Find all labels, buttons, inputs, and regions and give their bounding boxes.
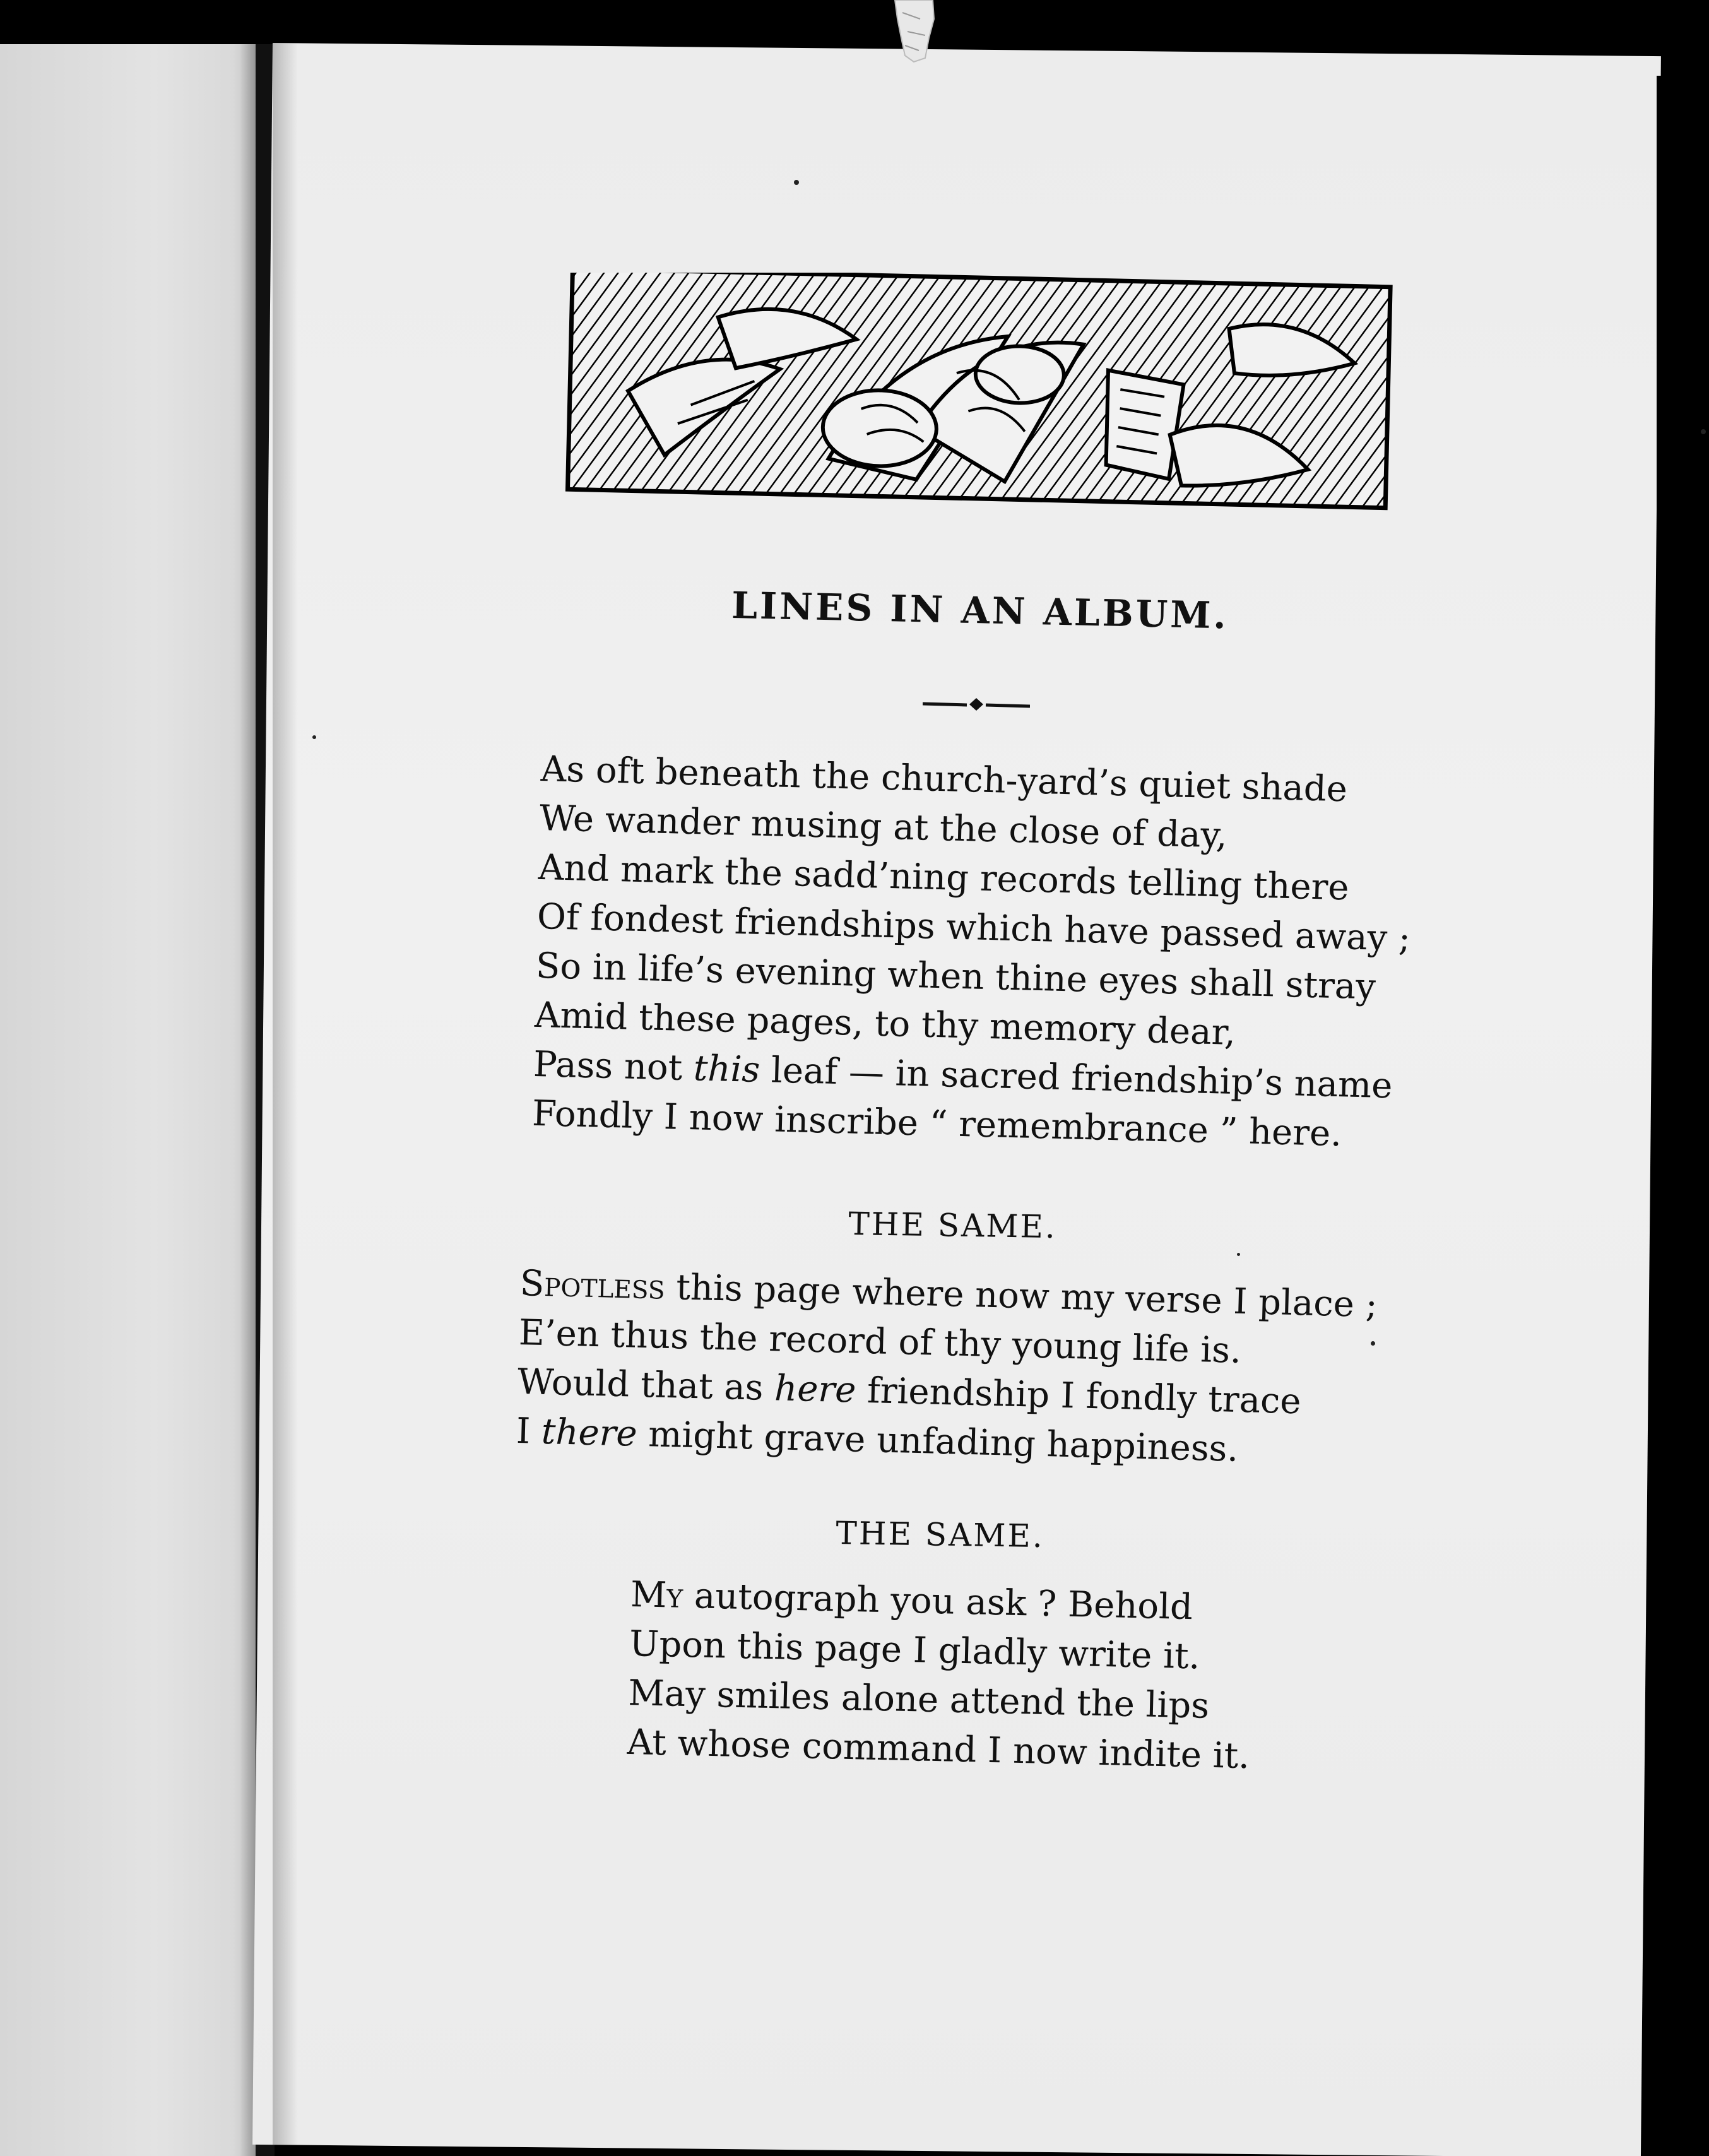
poem-line-text: I bbox=[516, 1410, 542, 1452]
poem-line-text: here bbox=[774, 1368, 857, 1411]
poem-line-text: So in life’s evening when thine eyes shall stray bbox=[535, 945, 1376, 1008]
poem-line-text: there bbox=[541, 1411, 638, 1455]
scan-top-border bbox=[0, 0, 1709, 44]
poem-line-text: Of fondest friendships which have passed away ; bbox=[536, 896, 1411, 959]
poem-line-text: We wander musing at the close of day, bbox=[539, 797, 1228, 856]
poem-line-text: My bbox=[630, 1573, 683, 1616]
poem-line-text: might grave unfading happiness. bbox=[636, 1413, 1239, 1470]
poem-line-text: Upon this page I gladly write it. bbox=[629, 1623, 1201, 1678]
poem-line-text: friendship I fondly trace bbox=[855, 1370, 1302, 1423]
poem-heading-3: THE SAME. bbox=[836, 1515, 1045, 1555]
facing-page-left bbox=[0, 42, 259, 2156]
poem-line-text: May smiles alone attend the lips bbox=[627, 1672, 1210, 1727]
torn-paper-icon bbox=[889, 0, 939, 63]
poem-line-text: Fondly I now inscribe “ remembrance ” here. bbox=[531, 1093, 1342, 1155]
scan-right-border bbox=[1657, 76, 1709, 2156]
poem-line-text: leaf — in sacred friendship’s name bbox=[759, 1049, 1393, 1107]
poem-line-text: E’en thus the record of thy young life is. bbox=[518, 1312, 1242, 1371]
poem-line-text: Pass not bbox=[533, 1043, 694, 1089]
engraved-leaves-headpiece-icon bbox=[565, 273, 1393, 522]
poem-line-text: At whose command I now indite it. bbox=[627, 1721, 1250, 1777]
poem-line-text: Amid these pages, to thy memory dear, bbox=[534, 994, 1236, 1053]
poem-stanza-1 bbox=[531, 745, 1415, 1161]
poem-line-text: As oft beneath the church-yard’s quiet shade bbox=[540, 748, 1348, 810]
poem-line-text: this bbox=[693, 1048, 761, 1091]
poem-line-text: Would that as bbox=[517, 1361, 776, 1409]
poem-line-text: Spotless bbox=[519, 1262, 666, 1308]
poem-stanza-3 bbox=[627, 1570, 1253, 1781]
poem-line-text: this page where now my verse I place ; bbox=[664, 1266, 1378, 1326]
rule-diamond-icon bbox=[923, 694, 1030, 713]
poem-title: LINES IN AN ALBUM. bbox=[731, 584, 1229, 637]
poem-line-text: And mark the sadd’ning records telling there bbox=[538, 846, 1350, 909]
page-shadow bbox=[273, 43, 298, 2145]
poem-line-text: autograph you ask ? Behold bbox=[682, 1575, 1193, 1628]
poem-stanza-2 bbox=[516, 1259, 1378, 1478]
poem-heading-2: THE SAME. bbox=[848, 1205, 1058, 1246]
